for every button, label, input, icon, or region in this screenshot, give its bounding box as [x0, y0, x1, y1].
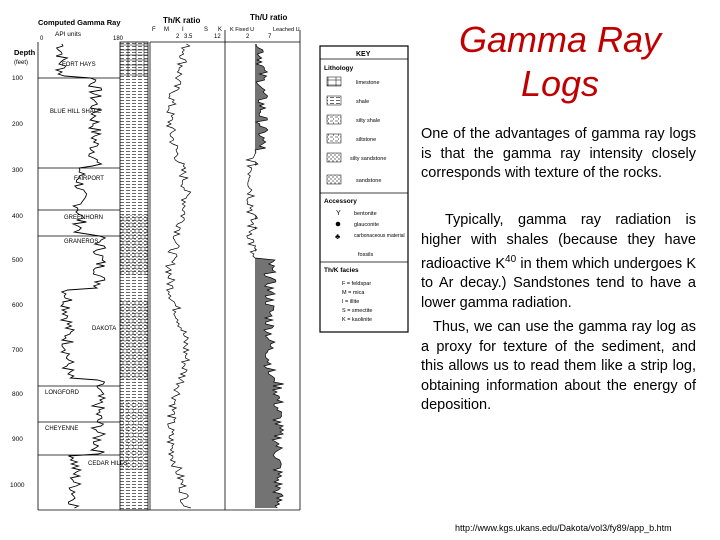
key-label-fossils: fossils: [358, 252, 374, 258]
formation-label: LONGFORD: [45, 390, 80, 396]
key-title: KEY: [356, 51, 371, 58]
bentonite-icon: Y: [336, 210, 341, 217]
thk-scale-s: S: [204, 27, 209, 33]
key-label-shale: shale: [356, 99, 370, 105]
glauconite-icon: [336, 222, 341, 227]
key-swatch-shale: [327, 96, 341, 105]
key-swatch-limestone: [327, 77, 341, 86]
formation-label: GREENHORN: [64, 215, 104, 221]
thk-scale-k: K: [218, 27, 223, 33]
paragraph-shales-prefix: Typically, gamma ray radiation is higher with shales (because they have radioactive K: [421, 212, 696, 272]
depth-axis: [10, 75, 25, 489]
key-facies-title: Th/K facies: [324, 267, 359, 274]
legend-key: [320, 46, 408, 332]
key-swatch-sandstone: [327, 175, 341, 184]
thk-tick-2: 3.5: [184, 34, 193, 40]
depth-tick: 500: [12, 257, 23, 264]
key-label-silty-shale: silty shale: [356, 118, 381, 124]
lithology-lime-1: [120, 42, 148, 77]
depth-tick: 900: [12, 436, 23, 443]
formation-boundaries: [38, 78, 120, 455]
depth-tick: 100: [12, 75, 23, 82]
paragraph-texture: One of the advantages of gamma ray logs is that the gamma ray intensity closely corresponds with texture of the rocks.: [421, 126, 696, 181]
key-facies-item: M = mica: [342, 290, 365, 296]
paragraph-proxy: Thus, we can use the gamma ray log as a proxy for texture of the sediment, and this allows us to read them like a strip log, obtaining information about the energy of deposition.: [421, 319, 696, 413]
formation-labels: [45, 62, 127, 467]
key-label-bentonite: bentonite: [354, 211, 377, 217]
thu-header: Th/U ratio: [250, 13, 288, 22]
thu-tick-1: 2: [246, 34, 250, 40]
gr-header: Computed Gamma Ray: [38, 18, 121, 27]
thu-scale-fixed: K Fixed U: [230, 27, 255, 33]
slide-title: Gamma Ray Logs: [458, 19, 662, 104]
depth-tick: 300: [12, 167, 23, 174]
depth-units: (feet): [14, 60, 29, 66]
key-facies-item: F = feldspar: [342, 281, 372, 287]
depth-tick: 800: [12, 391, 23, 398]
key-swatch-silty-shale: [327, 115, 341, 124]
formation-label: CEDAR HILLS: [88, 461, 128, 467]
depth-tick: 400: [12, 213, 23, 220]
th-k-ratio-curve: [166, 44, 191, 508]
thk-scale-i: I: [182, 27, 184, 33]
depth-label: Depth: [14, 48, 36, 57]
depth-tick: 600: [12, 302, 23, 309]
thu-scale-leached: Leached U: [273, 27, 300, 33]
key-label-glauconite: glauconite: [354, 222, 380, 228]
thk-tick-1: 2: [176, 34, 180, 40]
paragraph-shales: [421, 211, 696, 313]
depth-tick: 200: [12, 121, 23, 128]
formation-label: DAKOTA: [92, 326, 117, 332]
thk-tick-3: 12: [214, 34, 221, 40]
thk-scale-m: M: [164, 27, 169, 33]
paragraph-shales-suffix: in them which undergoes K to Ar decay.) Sandstones tend to have a lower gamma radiation.: [421, 255, 696, 311]
key-accessory-title: Accessory: [324, 198, 357, 205]
gr-units: API units: [55, 31, 82, 38]
key-label-carbonaceous: carbonaceous material: [354, 233, 405, 239]
formation-label: FORT HAYS: [62, 62, 96, 68]
key-lithology-title: Lithology: [324, 65, 354, 72]
paragraph-shales-sup: 40: [505, 254, 517, 265]
formation-label: FAIRPORT: [74, 176, 104, 182]
key-label-siltstone: siltstone: [356, 137, 377, 143]
source-url[interactable]: http://www.kgs.ukans.edu/Dakota/vol3/fy89/app_b.htm: [455, 523, 672, 533]
thk-header: Th/K ratio: [163, 16, 201, 25]
depth-tick: 1000: [10, 482, 25, 489]
lithology-sand-1: [120, 215, 148, 275]
key-label-sandstone: sandstone: [356, 178, 382, 184]
gr-min: 0: [40, 36, 44, 42]
key-facies-item: S = smectite: [342, 308, 373, 314]
key-swatch-siltstone: [327, 134, 341, 143]
key-label-silty-sandstone: silty sandstone: [350, 156, 387, 162]
formation-label: CHEYENNE: [45, 426, 79, 432]
formation-label: GRANEROS: [64, 239, 99, 245]
key-facies-item: K = kaolinite: [342, 317, 373, 323]
key-swatch-silty-sandstone: [327, 153, 341, 162]
lithology-sand-2: [120, 300, 148, 380]
depth-tick: 700: [12, 347, 23, 354]
carbonaceous-icon: ♣: [335, 232, 341, 241]
lithology-silt-1: [120, 400, 148, 470]
key-label-limestone: limestone: [356, 80, 380, 86]
thu-tick-2: 7: [268, 34, 272, 40]
key-facies-item: I = illite: [342, 299, 360, 305]
formation-label: BLUE HILL SHALE: [50, 109, 102, 115]
gr-max: 180: [113, 36, 124, 42]
thk-scale-f: F: [152, 27, 156, 33]
